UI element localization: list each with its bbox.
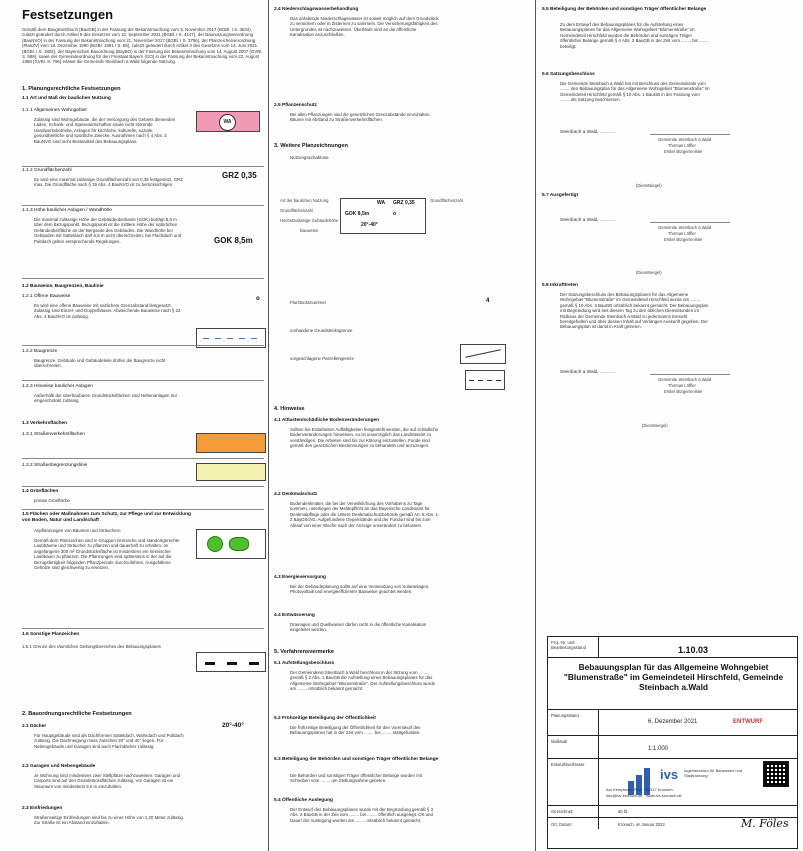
section-text: Drainagen und Quellwasser dürfen nicht in die öffentliche Kanalisation eingeleitet werden.	[290, 622, 427, 633]
section-text: Die frühzeitige Beteiligung der Öffentlichkeit für den Vorentwurf des Bebauungsplanes hat in der Zeit vom ........ bis ........ stattgefunden.	[290, 725, 421, 736]
intro-text: Gemäß dem Baugesetzbuch (BauGB) in der Fassung der Bekanntmachung vom 3. November 2017 (BGBl. I S. 3634), zuletzt geändert durch Artikel 9 des Gesetzes vom 10. September 2021 (BGBl. I S. 4147), der Baunutzungsverordnung (BauNVO) in der Fassung der Bekanntmachung vom 21. November 2017 (BGBl. I S. 3786), der Planzeichenverordnung (PlanZV) vom 18. Dezember 1990 (BGBl. 1991 I S. 58), zuletzt geändert durch Artikel 3 des Gesetzes vom 14. Juni 2021 (BGBl. I S. 1802), der Bayerischen Bauordnung (BayBO) in der Fassung der Bekanntmachung vom 14. August 2007 (GVBl. S. 588), sowie der Gemeindeordnung für den Freistaat Bayern (GO) in der Fassung der Bekanntmachung vom 22. August 1998 (GVBl. S. 796) erlässt die Gemeinde Steinbach a.Wald folgende Satzung.	[22, 27, 263, 65]
ivs-subtitle: Ingenieurbüro für Bauwesen und Stadtplanung	[684, 768, 743, 778]
bauweise-label: o	[256, 296, 260, 302]
nutz-label: Höchstzulässige Gebäudehöhe	[280, 218, 339, 223]
place-date: Steinbach a.Wald, ...........	[560, 130, 615, 135]
signature-line	[650, 222, 730, 223]
section-heading: 1.5 Flächen oder Maßnahmen zum Schutz, zur Pflege und zur Entwicklung von Boden, Natur und Landschaft	[22, 512, 191, 523]
section-heading: 1.3.1 Straßenverkehrsflächen	[22, 432, 85, 437]
projnr-label: Proj.-Nr. und Bearbeitungsstand	[551, 640, 586, 650]
nutz-roof: 20°-40°	[361, 222, 378, 228]
seal-note: (Dienstsiegel)	[636, 270, 662, 275]
column-line	[598, 709, 599, 829]
section-text: 1.6.1 Grenze des räumlichen Geltungsbereiches des Bebauungsplanes	[22, 644, 161, 649]
section-heading: 1.2.1 Offene Bauweise	[22, 294, 71, 299]
section-text: Zu dem Entwurf des Bebauungsplanes für die Aufstellung eines Bebauungsplanes für das Allgemeine Wohngebiet "Blumenstraße" im Gemeindeteil Hirschfeld wurden die Behörden und sonstigen Träger öffentlicher Belange gemäß § 4 Abs. 2 BauGB in der Zeit vom ........ bis ........ beteiligt.	[560, 22, 709, 49]
drawn-value: ab fd	[618, 809, 628, 814]
shrub-icon	[229, 537, 249, 551]
seal-note: (Dienstsiegel)	[642, 423, 668, 428]
divider-line	[22, 345, 264, 346]
section-heading: 2. Bauordnungsrechtliche Festsetzungen	[22, 711, 132, 717]
section-text: Je Wohnung sind mindestens zwei Stellplätze nachzuweisen. Garagen und Carports sind auf den Grundstücksflächen zulässig. Vor Garagen ist ein Stauraum von mindestens 5,0 m einzuhalten.	[34, 773, 181, 789]
signatory-name: Thomas Löffler	[668, 383, 696, 388]
place-value: Kronach, im Januar 2022	[618, 822, 665, 827]
column-divider	[535, 0, 536, 851]
column-line	[598, 637, 599, 657]
section-text: Flurstücksnummer	[290, 300, 327, 305]
place-label: Ort, Datum:	[551, 822, 573, 827]
page-title: Festsetzungen	[22, 7, 114, 22]
section-heading: 1.1 Art und Maß der baulichen Nutzung	[22, 96, 111, 101]
ivs-name: ivs	[660, 767, 679, 782]
section-heading: 4. Hinweise	[274, 406, 305, 412]
nutz-gok: GOK 8,5m	[345, 211, 370, 217]
section-text: Sollten bei Erdarbeiten Auffälligkeiten festgestellt werden, die auf schädliche Bodenveränderungen hinweisen, so ist unverzüglich das Landratsamt zu verständigen. Die Arbeiten sind bis zur Klärung einzustellen. Funde sind gemäß den gesetzlichen Bestimmungen zu behandeln und anzuzeigen.	[290, 427, 439, 449]
signatory-name: Thomas Löffler	[668, 143, 696, 148]
section-text: Die Behörden und sonstigen Träger öffentlicher Belange wurden mit Schreiben vom ........ um Stellungnahme gebeten.	[290, 773, 422, 784]
place-date: Steinbach a.Wald, ...........	[560, 218, 615, 223]
section-text: Bei allen Pflanzungen sind die gesetzlichen Grenzabstände einzuhalten. Bäume mit Abstand zu Straßenverkehrsflächen.	[290, 112, 431, 123]
flurstueck-number: 4	[486, 298, 490, 304]
section-heading: 1.4 Grünflächen	[22, 489, 59, 494]
section-heading: 5.3 Beteiligung der Behörden und sonstigen Träger öffentlicher Belange	[274, 757, 439, 762]
nutz-label: Art der baulichen Nutzung	[280, 198, 329, 203]
section-heading: 4.2 Denkmalschutz	[274, 492, 318, 497]
signatory-role: Erster Bürgermeister	[664, 389, 703, 394]
place-date: Steinbach a.Wald, ...........	[560, 370, 615, 375]
nutz-label: Bauweise	[300, 228, 319, 233]
section-heading: 5.7 Ausgefertigt	[542, 193, 579, 198]
seal-note: (Dienstsiegel)	[636, 183, 662, 188]
section-heading: 1.3.2 Straßenbegrenzungslinie	[22, 463, 88, 468]
section-heading: 1.3 Verkehrsflächen	[22, 421, 68, 426]
section-text: Nutzungsschablone	[290, 155, 329, 160]
nutz-o: o	[393, 211, 397, 217]
section-text: Straßenseitige Einfriedungen sind bis zu einer Höhe von 1,20 Meter zulässig. Zur Straße ist ein Abstand einzuhalten.	[34, 815, 185, 826]
row-line	[548, 709, 797, 710]
section-heading: 2.4 Niederschlagswasserbehandlung	[274, 7, 359, 12]
signature-line	[650, 134, 730, 135]
qr-code-icon	[763, 761, 789, 787]
divider-line	[22, 486, 264, 487]
signature: M. Föles	[741, 817, 789, 830]
section-heading: 1.2.2 Baugrenze	[22, 349, 58, 354]
section-heading: 4.4 Entwässerung	[274, 613, 315, 618]
ivs-contact: info@ivs-kronach.de · www.ivs-kronach.de	[606, 793, 682, 798]
section-heading: 1.1.2 Grundflächenzahl	[22, 168, 72, 173]
section-heading: 4.1 Altlasten/schädliche Bodenveränderungen	[274, 418, 380, 423]
divider-line	[22, 380, 264, 381]
section-text: private Grünfläche	[34, 498, 70, 503]
grz-label: GRZ 0,35	[222, 171, 257, 180]
section-text: Anpflanzungen von Bäumen und Sträuchern	[34, 528, 121, 533]
wa-label: WA	[219, 114, 236, 131]
signatory-name: Thomas Löffler	[668, 231, 696, 236]
project-number: 1.10.03	[678, 645, 709, 655]
row-line	[548, 657, 797, 658]
nutz-label: Grundflächenzahl	[280, 208, 313, 213]
section-heading: 1.2.3 Hinweise baulicher Anlagen	[22, 384, 93, 389]
section-heading: 1.6 Sonstige Planzeichen	[22, 632, 80, 637]
section-text: Außerhalb der überbaubaren Grundstücksflächen sind Nebenanlagen nur eingeschränkt zulässig.	[34, 393, 178, 404]
nutzungsschablone	[340, 198, 426, 234]
plan-date: 6. Dezember 2021	[648, 719, 698, 725]
section-heading: 1.2 Bauweise, Baugrenzen, Baulinie	[22, 284, 104, 289]
section-heading: 5.1 Aufstellungsbeschluss	[274, 661, 335, 666]
wa-legend-symbol	[196, 111, 260, 132]
signature-line	[650, 374, 730, 375]
section-heading: 5. Verfahrensvermerke	[274, 649, 335, 655]
section-text: Die Gemeinde Steinbach a.Wald hat mit Beschluss des Gemeinderats vom ........ den Bebauungsplan für das Allgemeine Wohngebiet "Blumenstraße" im Gemeindeteil Hirschfeld gemäß § 10 Abs. 1 BauGB in der Fassung vom ........ als Satzung beschlossen.	[560, 81, 710, 103]
boundary-symbol	[196, 652, 266, 672]
gok-label: GOK 8,5m	[214, 236, 253, 245]
status-badge: ENTWURF	[733, 719, 763, 725]
divider-line	[22, 628, 264, 629]
section-text: Es wird eine maximal zulässige Grundflächenzahl von 0,35 festgesetzt. GRZ max. Die Grundfläche nach § 19 Abs. 4 BauNVO ist zu berücksichtigen.	[34, 177, 183, 188]
date-label: Planungsstand	[551, 713, 579, 718]
section-text: Für Hauptgebäude sind als Dachformen Satteldach, Walmdach und Pultdach zulässig. Die Dachneigung muss zwischen 20° und 40° liegen. Für Nebengebäude und Garagen sind auch Flachdächer zulässig.	[34, 733, 184, 749]
nutz-label: Grundflächenzahl	[430, 198, 463, 203]
plan-scale: 1:1.000	[648, 746, 669, 752]
signatory: Gemeinde Steinbach a.Wald	[658, 137, 712, 142]
signatory-role: Erster Bürgermeister	[664, 149, 703, 154]
ivs-address: Am Kemptener Pfad · 96317 Kronach	[606, 787, 673, 792]
section-text: Die maximal zulässige Höhe der Gebäudeoberkante (GOK) beträgt 8,5 m über dem Bezugspunkt. Bezugspunkt ist die mittlere Höhe der natürlichen Geländeoberfläche an der Bergseite des Gebäudes. Die Wandhöhe bei Gebäuden mit Satteldach darf 6,5 m nicht überschreiten; bei Flachdach und Pultdach gelten entsprechende Regelungen.	[34, 217, 182, 244]
divider-line	[22, 509, 264, 510]
author-label: Entwurfsverfasser	[551, 762, 585, 767]
row-line	[548, 805, 797, 806]
plan-title: Bebauungsplan für das Allgemeine Wohngebiet "Blumenstraße" im Gemeindeteil Hirschfeld, Gemeinde Steinbach a.Wald	[563, 662, 784, 692]
section-heading: 2.2 Garagen und Nebengebäude	[22, 764, 96, 769]
row-line	[548, 735, 797, 736]
parcel-symbol	[460, 344, 506, 364]
road-area-symbol	[196, 433, 266, 453]
section-heading: 2.1 Dächer	[22, 724, 47, 729]
divider-line	[22, 278, 264, 279]
section-text: Es wird eine offene Bauweise mit seitlichem Grenzabstand festgesetzt. Zulässig sind Einzel- und Doppelhäuser. Abweichende Bauweise nach § 22 Abs. 4 BauNVO ist zulässig.	[34, 303, 181, 319]
road-boundary-symbol	[196, 463, 266, 481]
divider-line	[22, 205, 264, 206]
nutz-wa: WA	[377, 200, 386, 206]
signatory: Gemeinde Steinbach a.Wald	[658, 377, 712, 382]
section-heading: 3. Weitere Planzeichnungen	[274, 143, 348, 149]
section-text: Bodendenkmäler, die bei der Verwirklichung des Vorhabens zu Tage kommen, unterliegen der Meldepflicht an das Bayerische Landesamt für Denkmalpflege oder die Untere Denkmalschutzbehörde gemäß Art. 8 Abs. 1-2 BayDSchG. Aufgefundene Gegenstände und der Fundort sind bis zum Ablauf von einer Woche nach der Anzeige unverändert zu belassen.	[290, 501, 440, 528]
signatory: Gemeinde Steinbach a.Wald	[658, 225, 712, 230]
planting-symbol	[196, 529, 266, 559]
drawn-label: Gezeichnet:	[551, 809, 574, 814]
section-text: vorgeschlagene Parzellengrenze	[290, 356, 354, 361]
section-heading: 5.5 Beteiligung der Behörden und sonstigen Träger öffentlicher Belange	[542, 7, 707, 12]
section-heading: 1.1.3 Höhe baulicher Anlagen / Wandhöhe	[22, 208, 112, 213]
section-text: Der Gemeinderat Steinbach a.Wald beschloss in der Sitzung vom ........ gemäß § 2 Abs. 1 BauGB die Aufstellung eines Bebauungsplanes für das Allgemeine Wohngebiet "Blumenstraße". Der Aufstellungsbeschluss wurde am ........ ortsüblich bekannt gemacht.	[290, 670, 436, 692]
tree-icon	[207, 536, 223, 552]
section-text: Der Satzungsbeschluss des Bebauungsplanes für das Allgemeine Wohngebiet "Blumenstraße" im Gemeindeteil Hirschfeld wurde am ........ gemäß § 10 Abs. 3 BauGB ortsüblich bekannt gemacht. Der Bebauungsplan mit Begründung wird seit diesem Tag zu den üblichen Dienststunden im Rathaus der Gemeinde Steinbach a.Wald zu jedermanns Einsicht bereitgehalten und über dessen Inhalt auf Verlangen Auskunft gegeben. Der Bebauungsplan ist damit in Kraft getreten.	[560, 292, 709, 330]
section-heading: 4.3 Energieversorgung	[274, 575, 326, 580]
nutz-grz: GRZ 0,35	[393, 200, 415, 206]
section-text: Bei der Gebäudeplanung sollte auf eine Verwendung von Solaranlagen, Photovoltaik und energieeffizienter Bauweise geachtet werden.	[290, 584, 430, 595]
title-block	[547, 636, 798, 849]
section-text: Gemäß dem Planzeichen sind in Gruppen heimische und standortgerechte Laubbäume und Sträucher zu pflanzen und dauerhaft zu erhalten. Je angefangene 300 m² Grundstücksfläche ist mindestens ein heimischer Laubbaum zu pflanzen. Die Pflanzungen sind spätestens in der auf die Bezugsfertigkeit folgenden Pflanzperiode durchzuführen. Ausgefallene Gehölze sind gleichwertig zu ersetzen.	[34, 538, 180, 571]
column-divider	[268, 0, 269, 851]
signatory-role: Erster Bürgermeister	[664, 237, 703, 242]
section-heading: 5.4 Öffentliche Auslegung	[274, 798, 333, 803]
section-heading: 5.8 Inkrafttreten	[542, 283, 578, 288]
section-heading: 5.2 Frühzeitige Beteiligung der Öffentlichkeit	[274, 716, 376, 721]
section-heading: 1.1.1 Allgemeines Wohngebiet	[22, 108, 87, 113]
section-heading: 1. Planungsrechtliche Festsetzungen	[22, 86, 121, 92]
section-text: vorhandene Grundstücksgrenze	[290, 328, 353, 333]
roof-angle-label: 20°-40°	[222, 722, 244, 729]
row-line	[548, 758, 797, 759]
section-heading: 5.6 Satzungsbeschluss	[542, 72, 595, 77]
divider-line	[22, 166, 264, 167]
section-text: Baugrenze. Gebäude und Gebäudeteile dürfen die Baugrenze nicht überschreiten.	[34, 358, 166, 369]
proposed-boundary-symbol	[465, 370, 505, 390]
divider-line	[22, 458, 264, 459]
scale-label: Maßstab	[551, 739, 568, 744]
section-heading: 2.5 Pflanzenschutz	[274, 103, 317, 108]
section-heading: 2.3 Einfriedungen	[22, 806, 63, 811]
section-text: Das anfallende Niederschlagswasser ist soweit möglich auf dem Grundstück zu versickern oder in Zisternen zu sammeln. Die Versickerungsfähigkeit des Untergrundes ist nachzuweisen. Überläufe sind an die öffentliche Kanalisation anzuschließen.	[290, 16, 439, 38]
section-text: Zulässig sind Wohngebäude, die der Versorgung des Gebiets dienenden Läden, Schank- und Speisewirtschaften sowie nicht störende Handwerksbetriebe, Anlagen für kirchliche, kulturelle, soziale, gesundheitliche und sportliche Zwecke. Ausnahmen nach § 4 Abs. 3 BauNVO sind nicht Bestandteil des Bebauungsplans.	[34, 117, 176, 144]
section-text: Der Entwurf des Bebauungsplanes wurde mit der Begründung gemäß § 3 Abs. 2 BauGB in der Zeit vom ........ bis ........ öffentlich ausgelegt. Ort und Dauer der Auslegung wurden am ........ ortsüblich bekannt gemacht.	[290, 807, 434, 823]
